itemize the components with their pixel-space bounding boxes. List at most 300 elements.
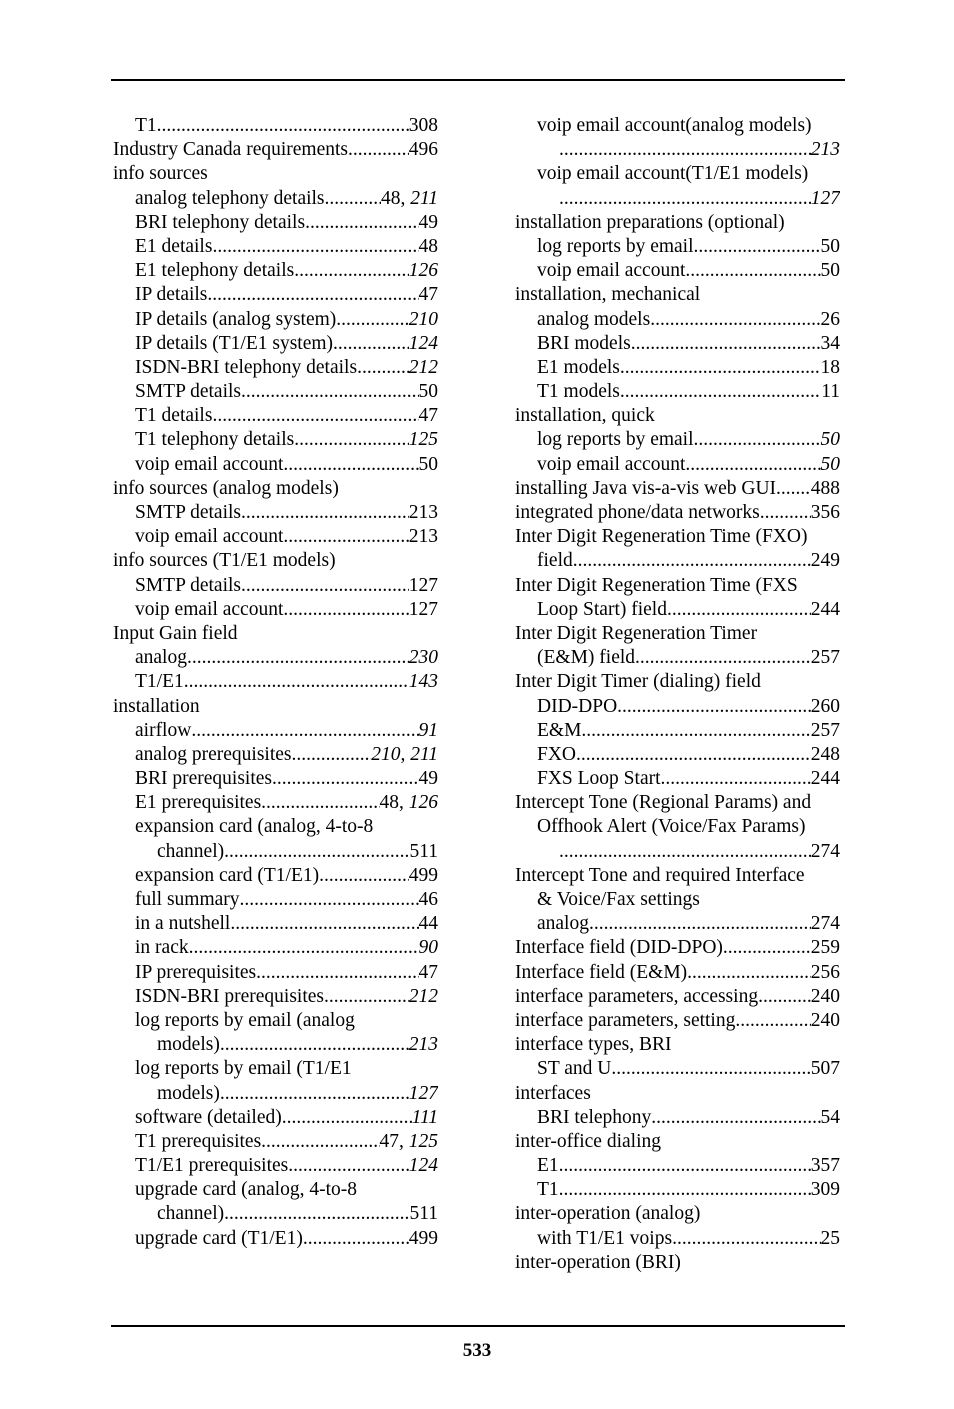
index-subentry	[515, 815, 840, 839]
index-subentry	[113, 1178, 438, 1202]
page-ref: 240	[810, 1009, 840, 1031]
entry-term: expansion card (T1/E1)	[135, 864, 320, 886]
entry-pages	[811, 719, 840, 743]
dot-leader	[635, 646, 811, 670]
index-subentry	[113, 1082, 438, 1106]
index-subentry	[113, 815, 438, 839]
page-ref: 259	[810, 937, 840, 959]
entry-pages	[409, 138, 438, 162]
entry-term: installation preparations (optional)	[515, 211, 785, 233]
page-ref: 496	[408, 139, 438, 161]
page-ref: 143	[408, 671, 438, 693]
page-ref: 47	[418, 961, 438, 983]
entry-term: BRI telephony	[537, 1106, 652, 1128]
index-subentry	[113, 380, 438, 404]
entry-pages	[821, 235, 841, 259]
index-column-right	[515, 114, 840, 1275]
entry-pages	[419, 719, 439, 743]
entry-pages	[409, 332, 438, 356]
entry-term: IP prerequisites	[135, 961, 257, 983]
page-ref: 125	[408, 1130, 438, 1152]
dot-leader	[348, 138, 409, 162]
dot-leader	[336, 308, 408, 332]
index-subentry	[113, 888, 438, 912]
entry-term: info sources (T1/E1 models)	[113, 550, 336, 572]
entry-term: inter-operation (BRI)	[515, 1251, 681, 1273]
page-ref: 213	[408, 502, 438, 523]
page-ref: 47	[379, 1130, 399, 1152]
page-ref: 213	[408, 526, 438, 548]
entry-pages	[409, 864, 438, 888]
dot-leader	[631, 332, 821, 356]
page-ref: 211	[410, 187, 438, 209]
page-ref: 49	[418, 768, 438, 790]
entry-term: & Voice/Fax settings	[537, 889, 700, 910]
entry-term: log reports by email (T1/E1	[135, 1058, 352, 1080]
entry-term: T1 details	[135, 405, 213, 427]
page-ref: 211	[410, 743, 438, 765]
index-entry	[515, 622, 840, 646]
entry-pages	[821, 428, 841, 452]
page-ref: 213	[810, 139, 840, 161]
dot-leader	[283, 525, 408, 549]
dot-leader	[661, 767, 811, 791]
dot-leader	[611, 1057, 810, 1081]
page-ref: 48	[379, 792, 399, 814]
dot-leader	[241, 574, 409, 598]
dot-leader	[559, 138, 811, 162]
entry-pages	[419, 404, 439, 428]
entry-term: expansion card (analog, 4-to-8	[135, 816, 374, 838]
entry-pages	[409, 1082, 438, 1106]
index-subentry	[515, 380, 840, 404]
page-ref: 127	[408, 574, 438, 596]
dot-leader	[212, 235, 418, 259]
index-entry	[515, 1082, 840, 1106]
index-entry	[515, 1202, 840, 1226]
dot-leader	[241, 501, 409, 525]
index-subentry	[113, 936, 438, 960]
entry-term: (E&M) field	[537, 647, 636, 669]
page-ref: 240	[810, 985, 840, 1007]
entry-term: T1	[135, 115, 157, 136]
page-ref: 248	[810, 743, 840, 765]
entry-term: Inter Digit Regeneration Time (FXO)	[515, 526, 808, 548]
entry-term: BRI prerequisites	[135, 768, 273, 790]
entry-term: T1 models	[537, 381, 620, 403]
page-ref: 260	[810, 695, 840, 717]
entry-term: analog	[537, 913, 589, 935]
entry-term: in rack	[135, 937, 189, 959]
page-ref: 249	[810, 550, 840, 572]
dot-leader	[261, 791, 379, 815]
page-ref: 511	[409, 840, 438, 862]
dot-leader	[776, 477, 811, 501]
index-entry	[515, 961, 840, 985]
index-subentry	[515, 259, 840, 283]
index-subentry	[113, 791, 438, 815]
dot-leader	[224, 1202, 409, 1226]
dot-leader	[187, 646, 409, 670]
entry-term: BRI models	[537, 332, 631, 354]
page-ref: 499	[408, 1227, 438, 1249]
dot-leader	[694, 428, 821, 452]
page-ref: 49	[418, 211, 438, 233]
entry-term: ST and U	[537, 1058, 612, 1080]
index-subentry	[113, 1154, 438, 1178]
index-entry	[113, 477, 438, 501]
index-subentry	[113, 356, 438, 380]
entry-pages	[811, 912, 840, 936]
dot-leader	[685, 453, 820, 477]
dot-leader	[184, 670, 409, 694]
dot-leader	[735, 1009, 810, 1033]
entry-term: Loop Start) field	[537, 598, 667, 620]
page-ref: 127	[408, 598, 438, 620]
entry-term: IP details (T1/E1 system)	[135, 332, 334, 354]
entry-term: installing Java vis-a-vis web GUI	[515, 477, 777, 499]
entry-pages	[419, 888, 439, 912]
dot-leader	[191, 719, 418, 743]
entry-pages	[419, 453, 439, 477]
entry-pages	[419, 235, 439, 259]
index-subentry	[113, 235, 438, 259]
entry-pages	[811, 695, 840, 719]
index-subentry	[113, 1033, 438, 1057]
page-ref: 46	[418, 889, 438, 910]
entry-pages	[409, 1202, 438, 1226]
index-subentry	[515, 646, 840, 670]
page-ref: 213	[408, 1034, 438, 1056]
entry-pages	[811, 1178, 840, 1202]
entry-term: info sources (analog models)	[113, 477, 339, 499]
dot-leader	[620, 380, 821, 404]
entry-pages	[409, 259, 438, 283]
page-ref: 34	[820, 332, 840, 354]
entry-pages	[821, 1227, 841, 1251]
entry-term: Offhook Alert (Voice/Fax Params)	[537, 816, 806, 838]
index-subentry	[113, 525, 438, 549]
index-entry	[515, 1130, 840, 1154]
index-entry	[515, 574, 840, 598]
index-subentry	[113, 1009, 438, 1033]
page-ref: 44	[418, 913, 438, 935]
index-subentry	[515, 453, 840, 477]
entry-pages	[409, 574, 438, 598]
entry-term: SMTP details	[135, 574, 241, 596]
dot-leader	[333, 332, 409, 356]
entry-term: field	[537, 550, 573, 572]
entry-pages: 210, 211	[371, 743, 438, 765]
entry-term: BRI telephony details	[135, 211, 306, 233]
index-subentry	[113, 840, 438, 864]
page-ref: 212	[408, 356, 438, 378]
index-entry	[113, 695, 438, 719]
page-ref: 50	[820, 235, 840, 257]
page-ref: 50	[820, 429, 840, 451]
index-subentry	[113, 259, 438, 283]
index-subentry	[113, 1202, 438, 1226]
index-entry	[515, 1009, 840, 1033]
dot-leader	[672, 1227, 820, 1251]
entry-pages	[409, 1227, 438, 1251]
entry-pages	[811, 598, 840, 622]
dot-leader	[288, 1154, 409, 1178]
index-subentry	[113, 961, 438, 985]
entry-term: E1 models	[537, 356, 620, 378]
page-ref: 257	[810, 647, 840, 669]
entry-pages	[821, 308, 841, 332]
index-subentry	[515, 743, 840, 767]
entry-term: SMTP details	[135, 502, 241, 523]
entry-term: interface parameters, setting	[515, 1009, 736, 1031]
entry-pages	[419, 936, 439, 960]
entry-pages	[419, 211, 439, 235]
entry-pages: 48, 211	[380, 187, 438, 209]
entry-pages	[821, 1106, 841, 1130]
page-ref: 127	[810, 187, 840, 209]
entry-term: interface parameters, accessing	[515, 985, 759, 1007]
entry-term: inter-office dialing	[515, 1130, 661, 1152]
index-subentry	[113, 574, 438, 598]
index-subentry	[113, 912, 438, 936]
index-entry	[515, 501, 840, 525]
index-subentry	[113, 404, 438, 428]
dot-leader	[230, 912, 418, 936]
dot-leader	[319, 864, 409, 888]
dot-leader	[212, 404, 418, 428]
index-subentry	[515, 1154, 840, 1178]
index-subentry	[515, 428, 840, 452]
entry-term: E1	[537, 1155, 559, 1177]
entry-pages	[811, 936, 840, 960]
entry-pages	[409, 670, 438, 694]
entry-pages	[821, 356, 841, 380]
index-entry	[515, 1033, 840, 1057]
entry-term: Inter Digit Regeneration Time (FXS	[515, 574, 798, 596]
entry-term: IP details	[135, 284, 208, 306]
entry-term: Interface field (DID-DPO)	[515, 937, 723, 959]
entry-pages	[811, 477, 840, 501]
index-subentry	[113, 670, 438, 694]
index-entry	[515, 1251, 840, 1275]
entry-term: Intercept Tone and required Interface	[515, 864, 805, 886]
entry-pages: 48, 126	[379, 792, 438, 814]
page-ref: 48	[380, 187, 401, 209]
entry-term: software (detailed)	[135, 1106, 282, 1128]
entry-term: Industry Canada requirements	[113, 139, 349, 161]
page-ref: 274	[810, 913, 840, 935]
dot-leader	[256, 961, 418, 985]
page-ref: 47	[418, 405, 438, 427]
entry-term: with T1/E1 voips	[537, 1227, 673, 1249]
entry-term: IP details (analog system)	[135, 308, 337, 330]
entry-term: voip email account	[537, 260, 686, 282]
page-ref: 210	[371, 743, 401, 765]
entry-term: SMTP details	[135, 381, 241, 403]
index-subentry	[515, 162, 840, 186]
entry-pages: 47, 125	[379, 1130, 438, 1152]
entry-pages	[409, 501, 438, 525]
dot-leader	[305, 211, 418, 235]
entry-term: models)	[157, 1034, 220, 1056]
entry-term: voip email account(T1/E1 models)	[537, 163, 809, 185]
page-ref: 90	[418, 937, 438, 959]
index-entry	[113, 138, 438, 162]
dot-leader	[294, 259, 409, 283]
entry-term: analog telephony details	[135, 187, 325, 209]
entry-pages	[811, 743, 840, 767]
entry-term: log reports by email	[537, 235, 694, 257]
entry-pages	[409, 356, 438, 380]
page-ref: 127	[408, 1082, 438, 1104]
index-entry	[515, 211, 840, 235]
entry-term: voip email account	[135, 453, 284, 475]
entry-term: analog	[135, 647, 187, 669]
index-subentry	[113, 985, 438, 1009]
page-ref: 91	[418, 719, 438, 741]
index-subentry	[113, 187, 438, 211]
entry-term: analog prerequisites	[135, 743, 292, 765]
page-ref: 212	[408, 985, 438, 1007]
index-subentry	[113, 453, 438, 477]
entry-pages	[419, 380, 439, 404]
entry-pages	[811, 646, 840, 670]
page-ref: 230	[408, 647, 438, 669]
entry-pages	[412, 1106, 438, 1130]
entry-pages	[419, 767, 439, 791]
entry-pages	[811, 549, 840, 573]
entry-term: Interface field (E&M)	[515, 961, 688, 983]
index-subentry	[113, 114, 438, 138]
entry-term: Inter Digit Timer (dialing) field	[515, 671, 761, 693]
dot-leader	[189, 936, 419, 960]
dot-leader	[559, 840, 811, 864]
index-entry	[515, 404, 840, 428]
entry-term: installation, mechanical	[515, 284, 701, 306]
index-subentry	[515, 138, 840, 162]
entry-term: in a nutshell	[135, 913, 231, 935]
index-subentry	[113, 1227, 438, 1251]
entry-pages	[409, 428, 438, 452]
dot-leader	[559, 1178, 811, 1202]
dot-leader	[207, 283, 418, 307]
entry-pages	[821, 332, 841, 356]
entry-pages	[409, 525, 438, 549]
entry-term: DID-DPO	[537, 695, 618, 717]
entry-term: E1 prerequisites	[135, 792, 262, 814]
dot-leader	[760, 501, 811, 525]
dot-leader	[283, 453, 418, 477]
page-ref: 356	[810, 502, 840, 523]
entry-pages	[419, 961, 439, 985]
entry-term: analog models	[537, 308, 651, 330]
entry-pages	[409, 308, 438, 332]
index-subentry	[113, 1130, 438, 1154]
page-ref: 50	[820, 453, 840, 475]
index-subentry	[515, 332, 840, 356]
index-subentry	[113, 428, 438, 452]
dot-leader	[559, 1154, 811, 1178]
dot-leader	[651, 1106, 820, 1130]
index-subentry	[515, 356, 840, 380]
dot-leader	[292, 743, 372, 767]
page-ref: 308	[408, 115, 438, 136]
dot-leader	[220, 1082, 409, 1106]
page-ref: 25	[820, 1227, 840, 1249]
entry-pages	[811, 1057, 840, 1081]
page-ref: 309	[810, 1179, 840, 1201]
entry-pages	[811, 985, 840, 1009]
page-ref: 210	[408, 308, 438, 330]
index-subentry	[515, 695, 840, 719]
page-ref: 50	[418, 453, 438, 475]
entry-pages	[821, 380, 840, 404]
entry-pages	[409, 1033, 438, 1057]
index-subentry	[515, 840, 840, 864]
index-entry	[113, 622, 438, 646]
entry-pages	[409, 840, 438, 864]
dot-leader	[694, 235, 821, 259]
entry-pages	[811, 501, 840, 525]
dot-leader	[576, 743, 811, 767]
dot-leader	[220, 1033, 409, 1057]
index-column-left	[113, 114, 438, 1251]
page-ref: 26	[820, 308, 840, 330]
entry-term: T1 telephony details	[135, 429, 295, 451]
index-subentry	[515, 187, 840, 211]
entry-pages	[811, 840, 840, 864]
entry-pages	[821, 259, 841, 283]
entry-term: full summary	[135, 889, 240, 910]
dot-leader	[573, 549, 811, 573]
page-ref: 244	[810, 598, 840, 620]
dot-leader	[241, 380, 419, 404]
entry-term: FXS Loop Start	[537, 768, 661, 790]
entry-term: T1	[537, 1179, 559, 1201]
entry-term: log reports by email (analog	[135, 1009, 355, 1031]
entry-term: channel)	[157, 1203, 225, 1225]
entry-pages	[409, 646, 438, 670]
page-ref: 488	[810, 477, 840, 499]
entry-pages	[419, 283, 439, 307]
page-ref: 511	[409, 1203, 438, 1225]
entry-term: voip email account	[537, 453, 686, 475]
dot-leader	[303, 1227, 409, 1251]
entry-term: T1 prerequisites	[135, 1130, 262, 1152]
dot-leader	[283, 598, 408, 622]
dot-leader	[589, 912, 811, 936]
entry-term: log reports by email	[537, 429, 694, 451]
page-ref: 126	[408, 792, 438, 814]
page-ref: 257	[810, 719, 840, 741]
dot-leader	[272, 767, 418, 791]
index-subentry	[515, 912, 840, 936]
entry-term: ISDN-BRI telephony details	[135, 356, 358, 378]
entry-term: FXO	[537, 743, 577, 765]
entry-term: interfaces	[515, 1082, 591, 1104]
dot-leader	[667, 598, 811, 622]
index-entry	[113, 162, 438, 186]
index-subentry	[113, 1057, 438, 1081]
page-ref: 124	[408, 332, 438, 354]
entry-term: info sources	[113, 163, 208, 185]
index-subentry	[113, 501, 438, 525]
entry-term: ISDN-BRI prerequisites	[135, 985, 325, 1007]
index-subentry	[113, 719, 438, 743]
index-subentry	[515, 598, 840, 622]
entry-term: voip email account(analog models)	[537, 115, 812, 136]
